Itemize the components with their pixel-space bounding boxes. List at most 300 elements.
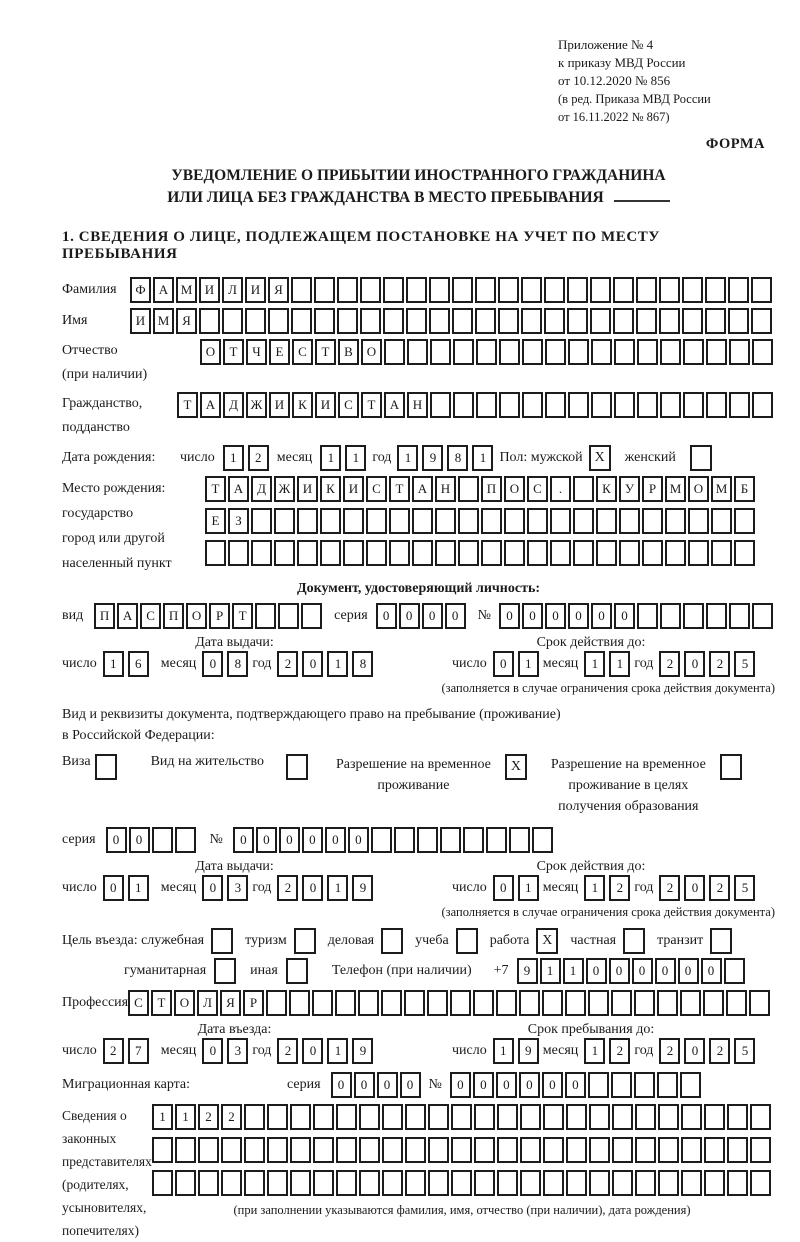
char-cell: 1 <box>320 445 341 471</box>
char-cell: Д <box>251 476 272 502</box>
char-cell <box>430 339 451 365</box>
char-cell <box>660 392 681 418</box>
char-cell: О <box>186 603 207 629</box>
char-cell <box>320 540 341 566</box>
char-cell <box>313 1137 334 1163</box>
char-cell <box>612 1170 633 1196</box>
char-cell <box>274 508 295 534</box>
char-cell <box>544 308 565 334</box>
char-cell: Я <box>220 990 241 1016</box>
char-cell <box>705 277 726 303</box>
char-cell: 0 <box>422 603 443 629</box>
char-cell: 0 <box>473 1072 494 1098</box>
char-cell <box>382 1104 403 1130</box>
char-cell <box>360 277 381 303</box>
char-cell <box>711 540 732 566</box>
char-cell: О <box>174 990 195 1016</box>
char-cell <box>527 508 548 534</box>
res-valid-day-cells <box>493 875 543 901</box>
char-cell <box>428 1170 449 1196</box>
char-cell: Р <box>642 476 663 502</box>
form-title <box>62 165 775 209</box>
char-cell <box>619 540 640 566</box>
char-cell <box>752 392 773 418</box>
char-cell <box>360 308 381 334</box>
char-cell <box>453 339 474 365</box>
char-cell <box>267 1170 288 1196</box>
char-cell <box>405 1137 426 1163</box>
char-cell: 0 <box>348 827 369 853</box>
migration-card-row <box>62 1072 775 1098</box>
char-cell <box>313 1104 334 1130</box>
char-cell <box>614 339 635 365</box>
char-cell <box>313 1170 334 1196</box>
representatives-cells-3 <box>152 1170 773 1196</box>
char-cell: 8 <box>227 651 248 677</box>
surname-row <box>62 277 775 303</box>
limited-validity-note: (заполняется в случае ограничения срока действия документа) <box>441 681 775 695</box>
char-cell <box>613 277 634 303</box>
char-cell: 1 <box>327 1038 348 1064</box>
char-cell <box>637 392 658 418</box>
char-cell: П <box>481 476 502 502</box>
char-cell: 0 <box>684 651 705 677</box>
purpose-tourism-checkbox <box>294 928 316 954</box>
char-cell: 2 <box>709 651 730 677</box>
char-cell: 1 <box>152 1104 173 1130</box>
char-cell: И <box>343 476 364 502</box>
id-issue-year-cells <box>277 651 377 677</box>
res-issue-date: число 0 1 месяц 0 3 год 2 0 1 9 <box>62 875 407 901</box>
char-cell <box>405 1170 426 1196</box>
char-cell: 9 <box>422 445 443 471</box>
char-cell: А <box>200 392 221 418</box>
char-cell: Я <box>268 277 289 303</box>
char-cell: 0 <box>325 827 346 853</box>
given-name-label: Имя <box>62 313 88 328</box>
transit-label: транзит <box>657 933 704 948</box>
char-cell <box>565 990 586 1016</box>
char-cell <box>589 1170 610 1196</box>
char-cell <box>567 277 588 303</box>
char-cell <box>637 603 658 629</box>
entry-month-cells <box>202 1038 252 1064</box>
char-cell <box>591 339 612 365</box>
id-valid-month-cells <box>584 651 634 677</box>
char-cell <box>412 508 433 534</box>
char-cell <box>589 1137 610 1163</box>
char-cell <box>314 277 335 303</box>
revision-line: от 16.11.2022 № 867) <box>558 110 670 124</box>
char-cell: 2 <box>277 1038 298 1064</box>
representatives-cells-1 <box>152 1104 773 1130</box>
stay-until-date: число 1 9 месяц 1 2 год 2 0 2 5 <box>452 1038 759 1064</box>
char-cell <box>337 277 358 303</box>
char-cell: 0 <box>519 1072 540 1098</box>
char-cell <box>704 1170 725 1196</box>
char-cell: 1 <box>584 1038 605 1064</box>
phone-prefix: +7 <box>493 963 509 978</box>
citizenship-cells <box>177 392 775 418</box>
birth-month-cells <box>320 445 370 471</box>
char-cell <box>366 508 387 534</box>
char-cell: 1 <box>518 875 539 901</box>
char-cell: Т <box>315 339 336 365</box>
purpose-study-checkbox <box>456 928 478 954</box>
char-cell <box>612 1104 633 1130</box>
char-cell <box>729 603 750 629</box>
char-cell <box>297 508 318 534</box>
char-cell <box>394 827 415 853</box>
char-cell <box>734 508 755 534</box>
char-cell: М <box>665 476 686 502</box>
number-label: № <box>209 832 223 847</box>
char-cell: К <box>292 392 313 418</box>
char-cell <box>619 508 640 534</box>
char-cell <box>458 540 479 566</box>
char-cell: 1 <box>175 1104 196 1130</box>
char-cell: М <box>153 308 174 334</box>
char-cell <box>427 990 448 1016</box>
residence-doc-text: Вид и реквизиты документа, подтверждающего право на пребывание (проживание) в Российской Федерации: <box>62 707 561 743</box>
char-cell: 2 <box>221 1104 242 1130</box>
char-cell <box>274 540 295 566</box>
char-cell <box>406 308 427 334</box>
char-cell <box>752 339 773 365</box>
char-cell <box>522 339 543 365</box>
purpose-official-checkbox <box>211 928 233 954</box>
char-cell <box>750 1137 771 1163</box>
char-cell <box>729 339 750 365</box>
char-cell: О <box>504 476 525 502</box>
char-cell <box>665 540 686 566</box>
char-cell <box>451 1104 472 1130</box>
char-cell <box>476 392 497 418</box>
char-cell: 1 <box>103 651 124 677</box>
char-cell: 0 <box>331 1072 352 1098</box>
char-cell <box>573 476 594 502</box>
char-cell <box>358 990 379 1016</box>
char-cell: 9 <box>517 958 538 984</box>
identity-doc-heading: Документ, удостоверяющий личность: <box>296 581 541 596</box>
char-cell <box>751 277 772 303</box>
char-cell <box>635 1137 656 1163</box>
char-cell <box>591 392 612 418</box>
residence-permit-option <box>151 754 308 780</box>
char-cell <box>359 1104 380 1130</box>
char-cell: Т <box>361 392 382 418</box>
char-cell: Р <box>209 603 230 629</box>
char-cell: К <box>596 476 617 502</box>
res-number-cells <box>233 827 555 853</box>
char-cell <box>474 1104 495 1130</box>
sex-male-label: Пол: мужской <box>499 450 583 465</box>
edu-permit-checkbox <box>720 754 742 780</box>
char-cell: И <box>315 392 336 418</box>
res-valid-year-cells <box>659 875 759 901</box>
char-cell <box>749 990 770 1016</box>
char-cell: 0 <box>377 1072 398 1098</box>
res-series-cells <box>106 827 198 853</box>
char-cell: 0 <box>586 958 607 984</box>
char-cell <box>175 1137 196 1163</box>
edu-permit-label: Разрешение на временное проживание в целях получения образования <box>550 757 706 814</box>
valid-until-header: Срок действия до: <box>536 635 646 650</box>
char-cell <box>727 1104 748 1130</box>
char-cell: Ч <box>246 339 267 365</box>
issue-date-header: Дата выдачи: <box>195 635 274 650</box>
representatives-grid <box>152 1104 773 1218</box>
char-cell <box>335 990 356 1016</box>
char-cell <box>566 1137 587 1163</box>
char-cell: 0 <box>565 1072 586 1098</box>
char-cell: Н <box>435 476 456 502</box>
char-cell <box>435 508 456 534</box>
char-cell: 0 <box>256 827 277 853</box>
visa-checkbox <box>95 754 117 780</box>
char-cell <box>474 1137 495 1163</box>
char-cell: И <box>130 308 151 334</box>
char-cell: 0 <box>568 603 589 629</box>
birth-place-grid <box>205 476 757 566</box>
char-cell <box>412 540 433 566</box>
revision-line: (в ред. Приказа МВД России <box>558 92 711 106</box>
purpose-business-checkbox <box>381 928 403 954</box>
purpose-transit-checkbox <box>710 928 732 954</box>
res-issue-day-cells <box>103 875 153 901</box>
visa-label: Виза <box>62 754 91 769</box>
phone-label: Телефон (при наличии) <box>331 963 472 978</box>
char-cell: А <box>412 476 433 502</box>
char-cell: 0 <box>701 958 722 984</box>
char-cell: Т <box>389 476 410 502</box>
business-label: деловая <box>327 933 375 948</box>
char-cell <box>665 508 686 534</box>
char-cell <box>550 508 571 534</box>
char-cell <box>198 1137 219 1163</box>
char-cell: 1 <box>540 958 561 984</box>
residence-doc-dates-row <box>62 875 775 901</box>
char-cell <box>657 1072 678 1098</box>
char-cell <box>706 339 727 365</box>
char-cell: 1 <box>493 1038 514 1064</box>
char-cell <box>704 1137 725 1163</box>
char-cell <box>381 990 402 1016</box>
char-cell <box>297 540 318 566</box>
char-cell <box>545 392 566 418</box>
number-label: № <box>477 608 491 623</box>
representatives-cells-2 <box>152 1137 773 1163</box>
char-cell <box>481 508 502 534</box>
char-cell <box>573 508 594 534</box>
char-cell <box>406 277 427 303</box>
char-cell <box>614 392 635 418</box>
char-cell: 1 <box>609 651 630 677</box>
valid-until-header: Срок действия до: <box>536 859 646 874</box>
char-cell: 0 <box>499 603 520 629</box>
char-cell <box>727 1137 748 1163</box>
char-cell: 2 <box>659 875 680 901</box>
char-cell <box>440 827 461 853</box>
char-cell: 1 <box>345 445 366 471</box>
char-cell <box>205 540 226 566</box>
patronymic-row <box>62 339 775 387</box>
char-cell <box>359 1170 380 1196</box>
char-cell <box>543 1137 564 1163</box>
char-cell: Ж <box>246 392 267 418</box>
char-cell: 0 <box>302 875 323 901</box>
char-cell: М <box>176 277 197 303</box>
char-cell: 2 <box>277 651 298 677</box>
char-cell: 5 <box>734 875 755 901</box>
given-name-cells <box>130 308 774 334</box>
doc-kind-label: вид <box>62 608 84 623</box>
char-cell <box>290 1104 311 1130</box>
char-cell <box>343 540 364 566</box>
char-cell: 2 <box>659 1038 680 1064</box>
citizenship-label: Гражданство, подданство <box>62 396 143 435</box>
entry-dates-row <box>62 1038 775 1064</box>
char-cell: 1 <box>584 875 605 901</box>
birth-place-cells-3 <box>205 540 757 566</box>
char-cell <box>452 277 473 303</box>
char-cell <box>611 990 632 1016</box>
identity-doc-row <box>62 603 775 629</box>
char-cell: Е <box>269 339 290 365</box>
res-valid-month-cells <box>584 875 634 901</box>
limited-validity-note: (заполняется в случае ограничения срока действия документа) <box>441 905 775 919</box>
char-cell: В <box>338 339 359 365</box>
char-cell: 1 <box>397 445 418 471</box>
char-cell <box>657 990 678 1016</box>
char-cell <box>290 1170 311 1196</box>
char-cell: 0 <box>302 651 323 677</box>
residence-doc-series-row <box>62 827 775 853</box>
char-cell <box>221 1137 242 1163</box>
char-cell <box>429 277 450 303</box>
char-cell: 0 <box>376 603 397 629</box>
char-cell <box>612 1137 633 1163</box>
char-cell: 2 <box>248 445 269 471</box>
char-cell <box>497 1170 518 1196</box>
char-cell: 0 <box>609 958 630 984</box>
char-cell <box>637 339 658 365</box>
form-title-line1: УВЕДОМЛЕНИЕ О ПРИБЫТИИ ИНОСТРАННОГО ГРАЖДАНИНА <box>171 167 666 184</box>
char-cell <box>389 540 410 566</box>
char-cell <box>429 308 450 334</box>
entry-date: число 2 7 месяц 0 3 год 2 0 1 9 <box>62 1038 407 1064</box>
char-cell: 0 <box>106 827 127 853</box>
char-cell: И <box>245 277 266 303</box>
char-cell: О <box>361 339 382 365</box>
char-cell <box>728 277 749 303</box>
char-cell <box>498 308 519 334</box>
char-cell <box>366 540 387 566</box>
char-cell: 0 <box>655 958 676 984</box>
char-cell: Я <box>176 308 197 334</box>
char-cell <box>407 339 428 365</box>
char-cell: 1 <box>563 958 584 984</box>
char-cell <box>336 1104 357 1130</box>
char-cell: 3 <box>227 1038 248 1064</box>
char-cell <box>382 1137 403 1163</box>
patronymic-cells <box>200 339 775 365</box>
char-cell <box>521 277 542 303</box>
char-cell: Д <box>223 392 244 418</box>
char-cell: 1 <box>518 651 539 677</box>
char-cell <box>199 308 220 334</box>
char-cell <box>590 308 611 334</box>
id-series-cells <box>376 603 468 629</box>
char-cell: О <box>688 476 709 502</box>
entry-purpose-row <box>62 928 775 954</box>
char-cell <box>453 392 474 418</box>
char-cell <box>290 1137 311 1163</box>
char-cell <box>251 540 272 566</box>
year-label: год <box>372 450 392 465</box>
char-cell: 0 <box>542 1072 563 1098</box>
form-word: ФОРМА <box>705 136 765 152</box>
private-label: частная <box>570 933 617 948</box>
char-cell <box>428 1104 449 1130</box>
char-cell <box>244 1137 265 1163</box>
char-cell <box>658 1137 679 1163</box>
char-cell: 0 <box>302 827 323 853</box>
char-cell <box>545 339 566 365</box>
char-cell: 8 <box>352 651 373 677</box>
profession-row <box>62 990 775 1016</box>
char-cell <box>486 827 507 853</box>
char-cell <box>473 990 494 1016</box>
char-cell <box>359 1137 380 1163</box>
char-cell: 0 <box>678 958 699 984</box>
char-cell <box>267 1137 288 1163</box>
char-cell <box>497 1137 518 1163</box>
char-cell <box>636 277 657 303</box>
char-cell <box>314 308 335 334</box>
id-issue-month-cells <box>202 651 252 677</box>
char-cell <box>463 827 484 853</box>
char-cell <box>683 339 704 365</box>
section1-heading: 1. СВЕДЕНИЯ О ЛИЦЕ, ПОДЛЕЖАЩЕМ ПОСТАНОВКЕ НА УЧЕТ ПО МЕСТУ ПРЕБЫВАНИЯ <box>62 229 660 262</box>
char-cell <box>681 1170 702 1196</box>
birth-place-label: Место рождения: государство город или другой населенный пункт <box>62 481 172 571</box>
char-cell: 2 <box>709 1038 730 1064</box>
purpose-private-checkbox <box>623 928 645 954</box>
char-cell: 7 <box>128 1038 149 1064</box>
char-cell <box>683 392 704 418</box>
profession-cells <box>128 990 772 1016</box>
stay-day-cells <box>493 1038 543 1064</box>
stay-until-header: Срок пребывания до: <box>527 1022 655 1037</box>
char-cell <box>222 308 243 334</box>
char-cell: 0 <box>103 875 124 901</box>
char-cell: 0 <box>279 827 300 853</box>
char-cell <box>590 277 611 303</box>
char-cell <box>658 1170 679 1196</box>
temp-permit-label: Разрешение на временное проживание <box>335 757 491 793</box>
char-cell <box>371 827 392 853</box>
char-cell: 0 <box>445 603 466 629</box>
char-cell <box>289 990 310 1016</box>
char-cell: Т <box>232 603 253 629</box>
doc-kind-cells <box>94 603 324 629</box>
char-cell <box>268 308 289 334</box>
char-cell: Т <box>223 339 244 365</box>
char-cell: П <box>163 603 184 629</box>
char-cell <box>522 392 543 418</box>
char-cell <box>519 990 540 1016</box>
